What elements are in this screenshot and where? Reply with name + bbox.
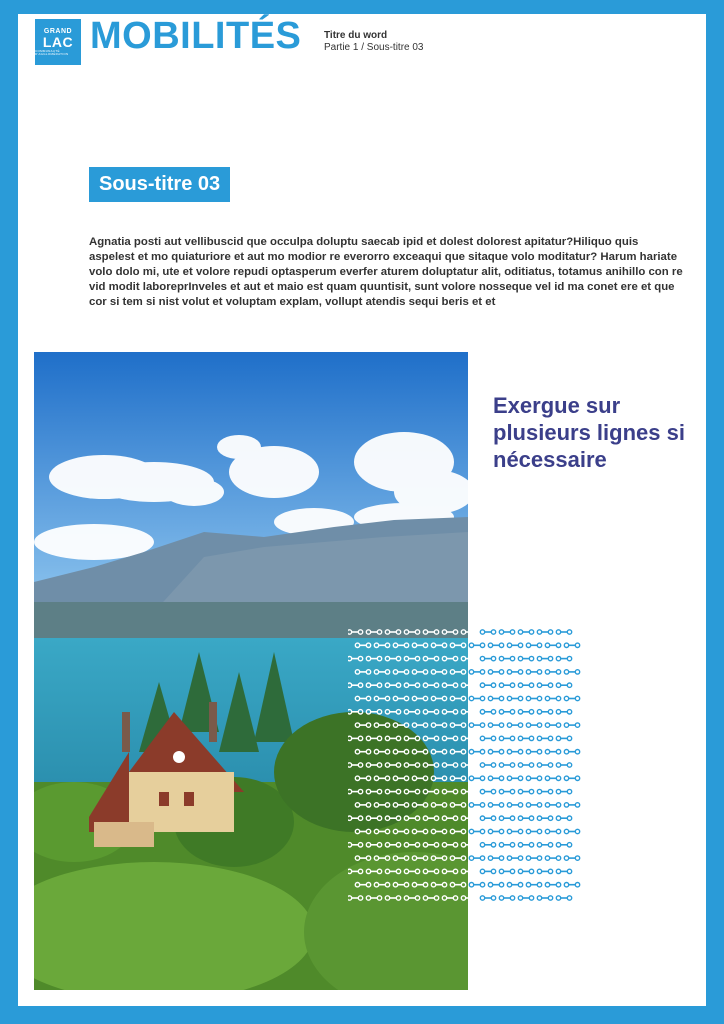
doc-section: Partie 1 / Sous-titre 03	[324, 42, 424, 53]
document-meta	[324, 30, 424, 54]
logo-line-3: COMMUNAUTÉ D'AGGLOMÉRATION	[35, 49, 69, 56]
doc-title: Titre du word	[324, 30, 388, 41]
dot-link-pattern	[348, 626, 593, 911]
body-paragraph: Agnatia posti aut vellibuscid que occulpa doluptu saecab ipid et dolest dolorest apitatur?Hiliquo quis aspelest et mo quiaturiore et aut mo modior re everorro exceaqui que sitaque volo moditatur? Harum hariate volo dolo mi, ute et volore repudi optasperum everfer aturem doluptatur alit, oditiatus, totamus anihillo con re vid modit laboreprInveles et aut et maio est quam quuntisit, sunt volore nosseque vel id ma conet ere et que cor si tem si nist volut et voluptam explam, vollupt atendis sequi beris et et	[89, 236, 683, 308]
logo-line-1: GRAND	[43, 28, 73, 35]
brand-title: MOBILITÉS	[90, 15, 302, 57]
section-subtitle: Sous-titre 03	[89, 167, 230, 202]
page-number: 6	[705, 1007, 713, 1019]
pull-quote: Exergue sur plusieurs lignes si nécessaire	[493, 393, 685, 472]
logo-line-2: LAC	[42, 34, 74, 50]
grand-lac-logo	[35, 19, 81, 65]
